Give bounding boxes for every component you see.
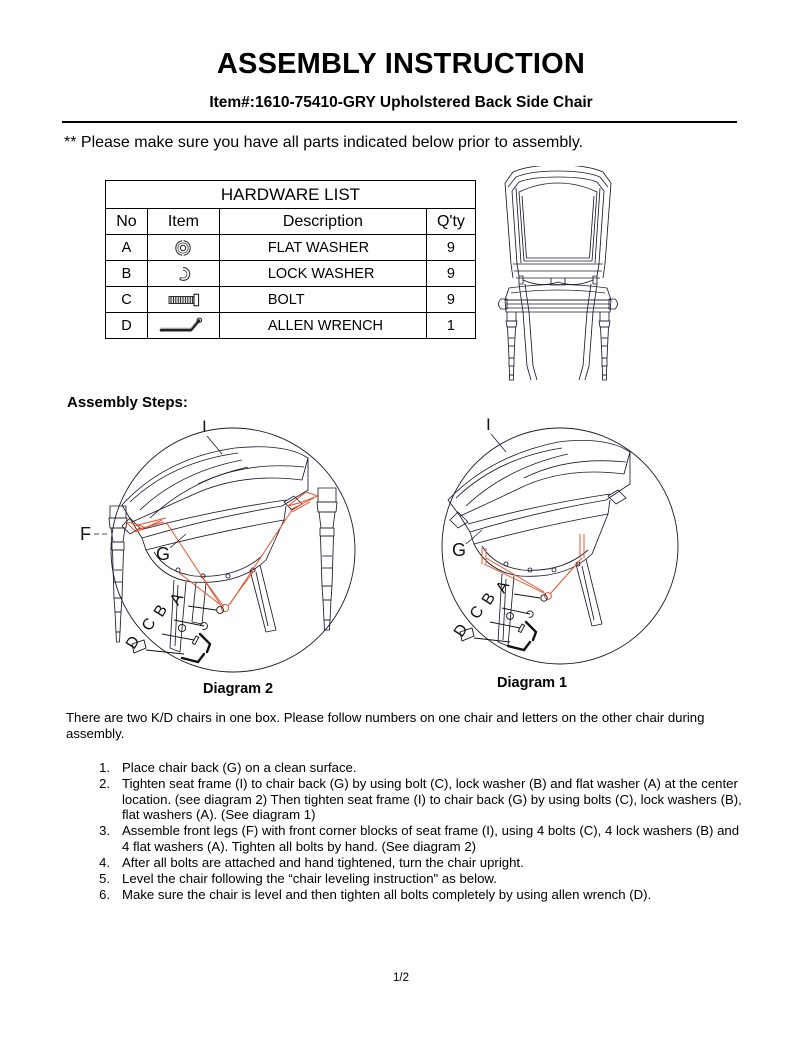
part-description-a: FLAT WASHER bbox=[219, 235, 426, 261]
list-item bbox=[66, 776, 742, 823]
step-text: Place chair back (G) on a clean surface. bbox=[122, 760, 357, 775]
diagram-1 bbox=[420, 408, 700, 681]
list-item bbox=[66, 823, 742, 854]
callout-label-c: C bbox=[466, 603, 488, 623]
step-number: 4. bbox=[99, 855, 110, 871]
assembly-steps-heading: Assembly Steps: bbox=[67, 394, 188, 411]
header-divider bbox=[62, 121, 737, 123]
callout-label-b: B bbox=[478, 590, 500, 609]
part-code-d: D bbox=[106, 313, 148, 339]
diagram2-label-f: F bbox=[80, 524, 91, 544]
step-number: 3. bbox=[99, 823, 110, 839]
allen-wrench-icon bbox=[147, 313, 219, 339]
item-subtitle: Item#:1610-75410-GRY Upholstered Back Side Chair bbox=[209, 94, 593, 111]
diagram-2 bbox=[70, 410, 380, 685]
hardware-table-title-row bbox=[106, 181, 476, 209]
step-text: Level the chair following the “chair leveling instruction" as below. bbox=[122, 871, 497, 887]
part-code-a: A bbox=[106, 235, 148, 261]
part-description-c: BOLT bbox=[219, 287, 426, 313]
table-row bbox=[106, 261, 476, 287]
part-qty-c: 9 bbox=[426, 287, 475, 313]
part-qty-d: 1 bbox=[426, 313, 475, 339]
column-header-description: Description bbox=[219, 209, 426, 235]
parts-notice: ** Please make sure you have all parts indicated below prior to assembly. bbox=[64, 134, 584, 151]
table-row bbox=[106, 287, 476, 313]
part-qty-a: 9 bbox=[426, 235, 475, 261]
callout-label-a: A bbox=[492, 578, 514, 597]
list-item bbox=[66, 855, 742, 871]
callout-label-d: D bbox=[122, 633, 144, 653]
step-number: 2. bbox=[99, 776, 110, 792]
diagram1-label-g: G bbox=[452, 540, 467, 560]
hardware-table-header-row bbox=[106, 209, 476, 235]
table-row bbox=[106, 235, 476, 261]
lock-washer-icon bbox=[147, 261, 219, 287]
column-header-qty: Q'ty bbox=[426, 209, 475, 235]
part-description-b: LOCK WASHER bbox=[219, 261, 426, 287]
callout-label-b: B bbox=[150, 602, 172, 621]
diagram-1-caption: Diagram 1 bbox=[497, 675, 568, 691]
diagram2-label-i: I bbox=[202, 417, 207, 436]
list-item bbox=[66, 887, 742, 903]
part-code-c: C bbox=[106, 287, 148, 313]
step-number: 6. bbox=[99, 887, 110, 903]
part-qty-b: 9 bbox=[426, 261, 475, 287]
column-header-item: Item bbox=[147, 209, 219, 235]
callout-label-c: C bbox=[138, 615, 160, 635]
list-item bbox=[66, 760, 742, 776]
table-row bbox=[106, 313, 476, 339]
callout-label-d: D bbox=[450, 621, 472, 641]
page-title: ASSEMBLY INSTRUCTION bbox=[216, 48, 586, 80]
diagram2-label-g: G bbox=[156, 544, 171, 564]
assembly-steps-list bbox=[66, 760, 742, 903]
list-item bbox=[66, 871, 742, 887]
chair-illustration bbox=[483, 166, 633, 393]
column-header-no: No bbox=[106, 209, 148, 235]
diagram1-label-i: I bbox=[486, 415, 491, 434]
step-number: 1. bbox=[99, 760, 110, 775]
step-text: After all bolts are attached and hand tightened, turn the chair upright. bbox=[122, 855, 524, 871]
part-code-b: B bbox=[106, 261, 148, 287]
callout-label-a: A bbox=[166, 590, 188, 609]
flat-washer-icon bbox=[147, 235, 219, 261]
part-description-d: ALLEN WRENCH bbox=[219, 313, 426, 339]
step-text: Tighten seat frame (I) to chair back (G) by using bolt (C), lock washer (B) and flat washer (A) at the center location. (see diagram 2) Then tighten seat frame (I) to chair back (G) by using bolts (C), lock washers (B), flat washers (A). (See diagram 1) bbox=[122, 776, 742, 823]
hardware-list-table bbox=[105, 180, 476, 339]
diagram-2-caption: Diagram 2 bbox=[203, 681, 274, 697]
bolt-icon bbox=[147, 287, 219, 313]
step-number: 5. bbox=[99, 871, 110, 887]
step-text: Make sure the chair is level and then tighten all bolts completely by using allen wrench (D). bbox=[122, 887, 652, 903]
hardware-list-title: HARDWARE LIST bbox=[106, 181, 476, 209]
page-number: 1/2 bbox=[393, 972, 409, 984]
assembly-intro-text: There are two K/D chairs in one box. Please follow numbers on one chair and letters on the other chair during assembly. bbox=[66, 710, 705, 741]
step-text: Assemble front legs (F) with front corner blocks of seat frame (I), using 4 bolts (C), 4 lock washers (B) and 4 flat washers (A). Tighten all bolts by hand. (See diagram 2) bbox=[122, 823, 740, 854]
